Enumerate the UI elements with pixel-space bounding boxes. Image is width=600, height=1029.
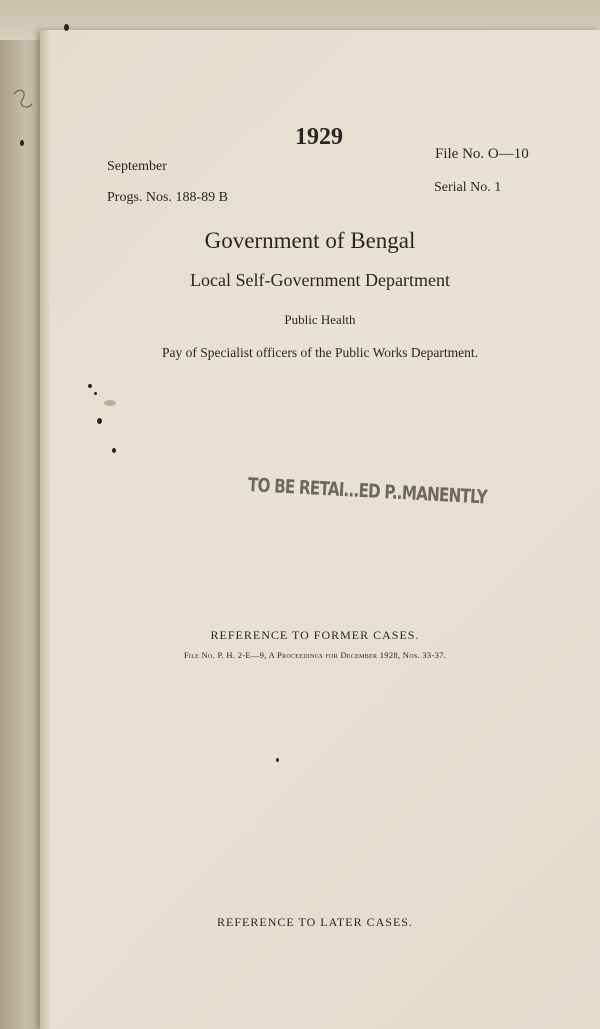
- ink-spot: [88, 384, 92, 388]
- section-heading: Public Health: [284, 312, 356, 327]
- ink-spot: [112, 448, 116, 453]
- document-page: [40, 30, 600, 1029]
- reference-former-heading: REFERENCE TO FORMER CASES.: [210, 628, 420, 642]
- ink-spot: [20, 140, 24, 146]
- page-fold-edge: [40, 30, 50, 1029]
- ink-spot: [104, 400, 116, 406]
- reference-former-detail: File No. P. H. 2-E—9, A Proceedings for December 1928, Nos. 33-37.: [183, 650, 447, 660]
- left-paper-edge: [0, 40, 42, 1029]
- document-year: 1929: [295, 124, 343, 150]
- proceedings-numbers: Progs. Nos. 188-89 B: [107, 190, 228, 205]
- government-heading: Government of Bengal: [204, 228, 416, 253]
- department-heading: Local Self-Government Department: [190, 270, 450, 290]
- ink-spot: [276, 758, 279, 762]
- retention-stamp: TO BE RETAI...ED P..MANENTLY: [247, 474, 488, 509]
- ink-spot: [94, 392, 97, 395]
- serial-number: Serial No. 1: [434, 180, 502, 195]
- file-number: File No. O—10: [435, 146, 529, 162]
- reference-later-heading: REFERENCE TO LATER CASES.: [217, 915, 413, 929]
- handwritten-mark-icon: [8, 82, 38, 122]
- ink-spot: [97, 418, 102, 424]
- document-month: September: [107, 159, 167, 174]
- ink-spot: [64, 24, 69, 31]
- subject-line: Pay of Specialist officers of the Public Works Department.: [162, 345, 478, 360]
